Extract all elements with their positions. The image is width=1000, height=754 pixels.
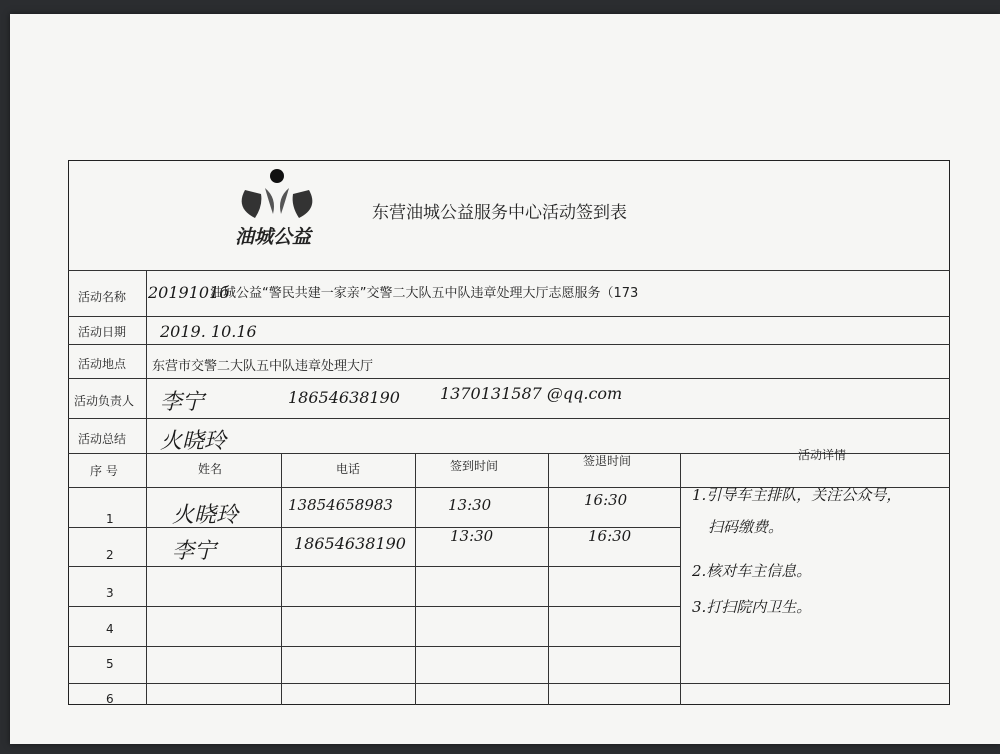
header-name: 姓名 [198, 462, 223, 476]
row-name: 李宁 [172, 539, 217, 564]
details-line: 2.核对车主信息。 [692, 562, 812, 580]
rule-line [68, 646, 680, 647]
leader-email: 1370131587 @qq.com [440, 384, 623, 403]
row-number: 4 [106, 622, 114, 636]
rule-line [68, 378, 950, 379]
column-line [680, 453, 681, 705]
leader-name: 李宁 [160, 390, 205, 415]
header-sign-out: 签退时间 [583, 454, 632, 468]
summary-value: 火晓玲 [160, 429, 227, 454]
row-phone: 13854658983 [288, 496, 393, 514]
activity-name-label: 活动名称 [78, 290, 127, 304]
column-line [415, 453, 416, 705]
rule-line [68, 606, 680, 607]
row-number: 1 [106, 512, 114, 526]
activity-date-value: 2019. 10.16 [160, 322, 257, 341]
row-number: 2 [106, 548, 114, 562]
row-sign-in: 13:30 [448, 496, 492, 514]
rule-line [68, 418, 950, 419]
activity-date-label: 活动日期 [78, 325, 127, 339]
row-phone: 18654638190 [294, 534, 406, 553]
rule-line [68, 270, 950, 271]
form-title: 东营油城公益服务中心活动签到表 [372, 203, 627, 223]
header-details: 活动详情 [798, 448, 847, 462]
activity-location-value: 东营市交警二大队五中队违章处理大厅 [152, 359, 374, 374]
details-line: 1.引导车主排队，关注公众号， [692, 486, 902, 504]
rule-line [68, 683, 950, 684]
column-line [281, 453, 282, 705]
column-line [146, 270, 147, 705]
row-sign-out: 16:30 [588, 527, 632, 545]
activity-summary-label: 活动总结 [78, 432, 127, 446]
row-sign-out: 16:30 [584, 491, 628, 509]
row-sign-in: 13:30 [450, 527, 494, 545]
row-name: 火晓玲 [172, 503, 239, 528]
row-number: 5 [106, 657, 114, 671]
leader-phone: 18654638190 [288, 388, 400, 407]
row-number: 6 [106, 692, 114, 706]
activity-name-prefix: 2019101б [148, 283, 230, 302]
header-no: 序 号 [90, 464, 118, 478]
details-line: 3.打扫院内卫生。 [692, 598, 812, 616]
rule-line [68, 316, 950, 317]
activity-name-value: 油城公益“警民共建一家亲”交警二大队五中队违章处理大厅志愿服务（173 [210, 286, 639, 301]
activity-location-label: 活动地点 [78, 357, 127, 371]
header-phone: 电话 [336, 462, 361, 476]
details-line: 扫码缴费。 [708, 518, 784, 536]
organization-logo [225, 168, 335, 250]
row-number: 3 [106, 586, 114, 600]
rule-line [68, 566, 680, 567]
activity-leader-label: 活动负责人 [74, 394, 135, 408]
header-sign-in: 签到时间 [450, 459, 499, 473]
column-line [548, 453, 549, 705]
logo-text: 油城公益 [235, 226, 312, 248]
rule-line [68, 344, 950, 345]
